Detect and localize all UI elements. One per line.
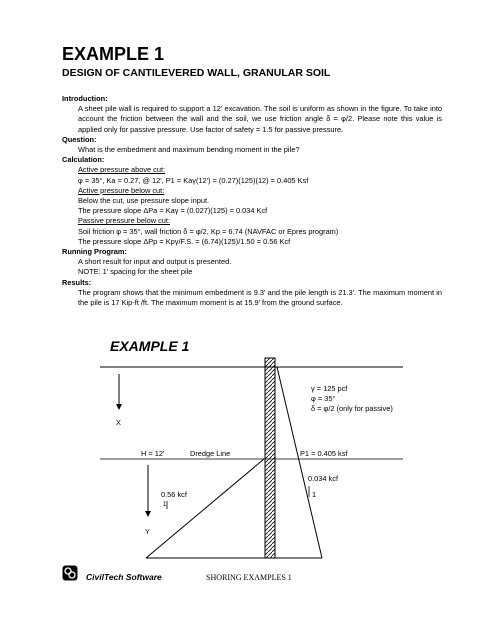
question-heading: Question:	[62, 134, 97, 144]
active-slope-one-label: 1	[312, 490, 317, 499]
x-axis-label: X	[116, 418, 121, 427]
footer-brand: CivilTech Software	[86, 572, 162, 582]
p1-label: P1 = 0.405 ksf	[300, 449, 348, 458]
figure-title: EXAMPLE 1	[110, 338, 190, 354]
phi-label: φ = 35°	[311, 394, 336, 403]
results-heading: Results:	[62, 277, 92, 287]
calculation-heading: Calculation:	[62, 155, 105, 165]
page-subtitle: DESIGN OF CANTILEVERED WALL, GRANULAR SOIL	[62, 67, 331, 79]
active-above-heading: Active pressure above cut:	[78, 165, 166, 175]
delta-label: δ = φ/2 (only for passive)	[311, 404, 393, 413]
y-arrowhead	[145, 511, 151, 517]
active-below-heading: Active pressure below cut:	[78, 185, 165, 195]
calc-line-2: Below the cut, use pressure slope input.	[78, 196, 210, 206]
question-text: What is the embedment and maximum bending moment in the pile?	[78, 145, 300, 155]
intro-heading: Introduction:	[62, 94, 108, 103]
passive-slope-one-label: 1	[163, 502, 167, 508]
y-axis-label: Y	[145, 527, 150, 536]
calc-line-5: The pressure slope ΔPp = Kpγ/F.S. = (6.74)(125)/1.50 = 0.56 Kcf	[78, 236, 291, 246]
passive-below-heading: Passive pressure below cut:	[78, 216, 171, 226]
passive-pressure-line	[146, 459, 264, 558]
calc-line-1: φ = 35°, Ka = 0.27, @ 12', P1 = Kaγ(12') = (0.27)(125)(12) = 0.405 Ksf	[78, 175, 309, 185]
page-title: EXAMPLE 1	[62, 44, 165, 64]
civiltech-logo-icon	[62, 565, 78, 581]
h-label: H = 12'	[141, 449, 165, 458]
running-heading: Running Program:	[62, 247, 127, 257]
active-slope-kcf-label: 0.034 kcf	[308, 474, 338, 483]
x-arrowhead	[116, 404, 122, 410]
calc-line-4: Soil friction φ = 35°, wall friction δ = φ/2, Kp = 6.74 (NAVFAC or Epres program)	[78, 226, 339, 236]
sheet-pile-wall	[265, 358, 275, 558]
calc-line-3: The pressure slope ΔPa = Kaγ = (0.027)(125) = 0.034 Kcf	[78, 206, 268, 216]
gamma-label: γ = 125 pcf	[311, 384, 348, 393]
results-text: The program shows that the minimum embedment is 9.3' and the pile length is 21.3'. The maximum moment in the pile is 17 Kip-ft /ft. The maximum moment is at 15.9' from the ground surface.	[78, 287, 442, 308]
running-line-2: NOTE: 1' spacing for the sheet pile	[78, 267, 193, 277]
passive-slope-kcf-label: 0.56 kcf	[161, 490, 187, 499]
intro-text: A sheet pile wall is required to support a 12' excavation. The soil is uniform as shown in the figure. To take into account the friction between the wall and the soil, we use friction angle δ = φ/2. Please note this value is applied only for passive pressure. Use factor of safety = 1.5 for passive pressure.	[78, 104, 442, 134]
running-line-1: A short result for input and output is presented.	[78, 257, 232, 267]
footer-page-label: SHORING EXAMPLES 1	[206, 573, 292, 582]
dredge-line-label: Dredge Line	[190, 449, 231, 458]
